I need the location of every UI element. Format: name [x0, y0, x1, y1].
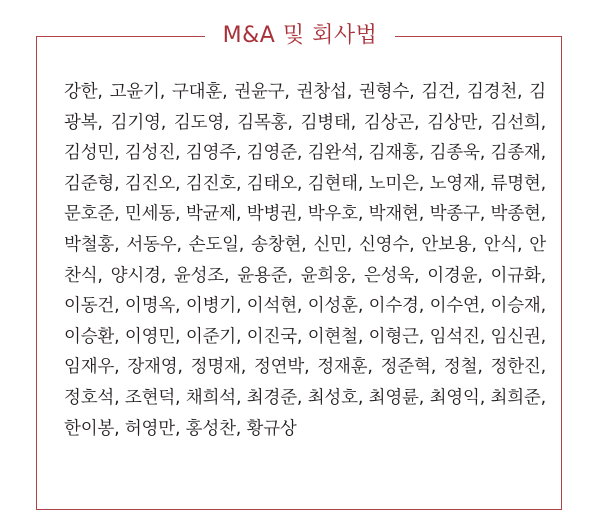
section-title: M&A 및 회사법 [205, 20, 396, 52]
names-list: 강한, 고윤기, 구대훈, 권윤구, 권창섭, 권형수, 김건, 김경천, 김광복, 김기영, 김도영, 김목홍, 김병태, 김상곤, 김상만, 김선희, 김성민, 김성진, 김영주, 김영준, 김완석, 김재홍, 김종욱, 김종재, 김준형, 김진오, 김진호, 김태오, 김현태, 노미은, 노영재, 류명현, 문호준, 민세동, 박균제, 박병권, 박우호, 박재현, 박종구, 박종현, 박철홍, 서동우, 손도일, 송창현, 신민, 신영수, 안보용, 안식, 안찬식, 양시경, 윤성조, 윤용준, 윤희웅, 은성욱, 이경윤, 이규화, 이동건, 이명옥, 이병기, 이석현, 이성훈, 이수경, 이수연, 이승재, 이승환, 이영민, 이준기, 이진국, 이현철, 이형근, 임석진, 임신권, 임재우, 장재영, 정명재, 정연박, 정재훈, 정준혁, 정철, 정한진, 정호석, 조현덕, 채희석, 최경준, 최성호, 최영륜, 최영익, 최희준, 한이봉, 허영만, 홍성찬, 황규상 [64, 82, 546, 439]
title-container [0, 20, 600, 52]
